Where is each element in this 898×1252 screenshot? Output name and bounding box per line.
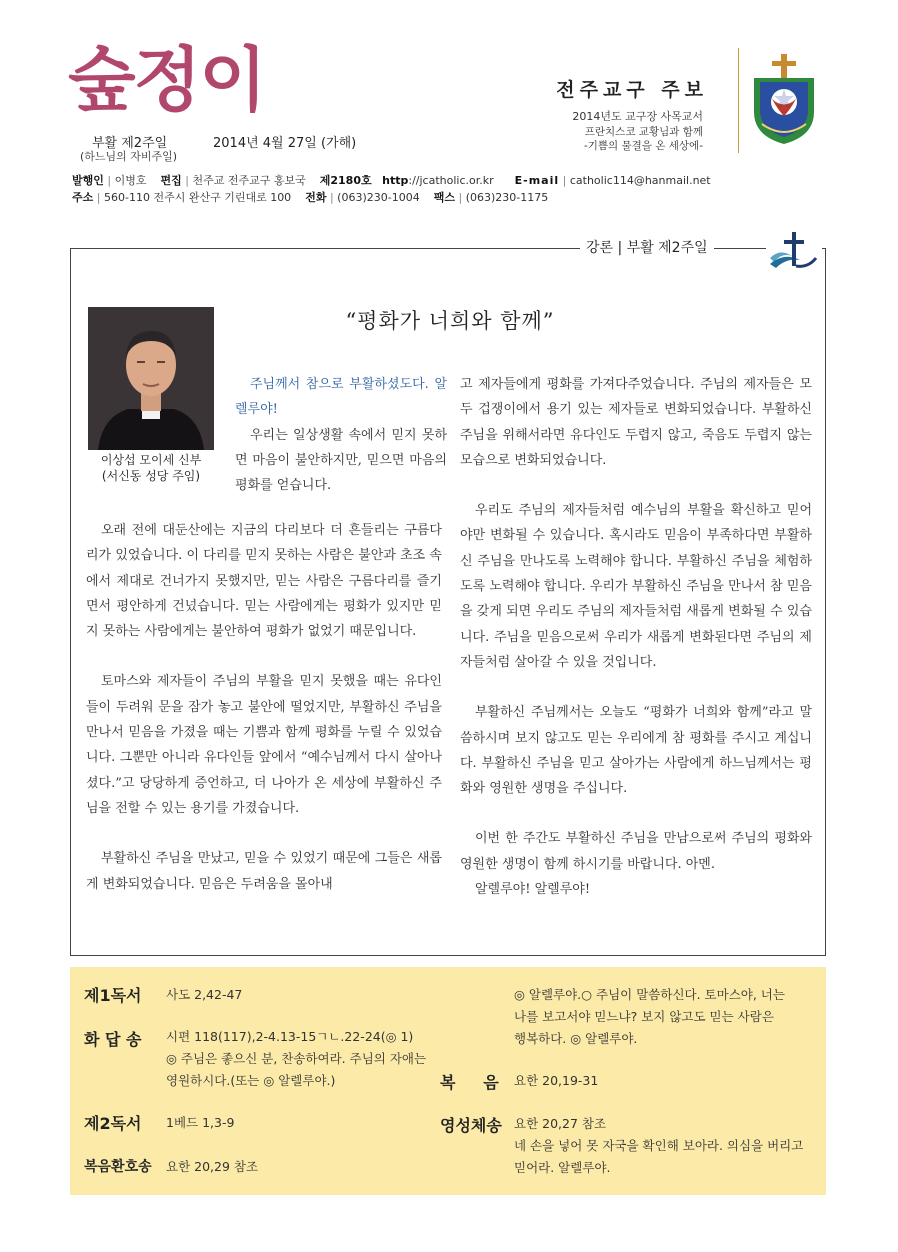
section-label: 강론 | 부활 제2주일 xyxy=(580,237,714,257)
newsletter-title: 숲정이 xyxy=(68,38,265,121)
gospel-ref: 요한 20,19-31 xyxy=(514,1073,599,1088)
article-column-left xyxy=(86,518,442,897)
header-divider xyxy=(738,48,739,153)
year-label: 2014년도 교구장 사목교서 xyxy=(572,110,703,123)
article-intro xyxy=(235,372,447,498)
paragraph-final: 알렐루야! 알렐루야! xyxy=(475,882,591,898)
psalm-ref: 시편 118(117),2-4.13-15ㄱㄴ.22-24(◎ 1) xyxy=(166,1029,414,1044)
paragraph-met-continued: 고 제자들에게 평화를 가져다주었습니다. 주님의 제자들은 모두 겁쟁이에서 용기 있는 제자들로 변화되었습니다. 부활하신 주님을 위해서라면 유다인도 두렵지 않고, 죽음도 두렵지 않는 모습으로 변화되었습니다. xyxy=(460,377,812,468)
author-name: 이상섭 모이세 신부 xyxy=(100,453,202,467)
email-link[interactable]: catholic114@hanmail.net xyxy=(569,174,711,187)
fax: (063)230-1175 xyxy=(465,191,549,204)
acclamation-text: 나를 보고서야 믿느냐? 보지 않고도 믿는 사람은 xyxy=(514,1009,774,1024)
photo-caption xyxy=(82,452,220,484)
motto-line: 프란치스코 교황님과 함께 xyxy=(584,126,703,138)
author-parish: (서신동 성당 주임) xyxy=(101,469,201,483)
website-link[interactable]: ://jcatholic.or.kr xyxy=(408,174,494,187)
acclamation-label: 복음환호송 xyxy=(84,1159,152,1175)
acclamation-ref: 요한 20,29 참조 xyxy=(166,1159,259,1174)
acclamation-text: ◎ 알렐루야.○ 주님이 말씀하신다. 토마스야, 너는 xyxy=(514,987,785,1002)
psalm-response: ◎ 주님은 좋으신 분, 찬송하여라. 주님의 자애는 xyxy=(166,1051,427,1066)
article-column-right xyxy=(460,372,812,902)
psalm-label: 화 답 송 xyxy=(84,1030,142,1049)
issue-subtitle: (하느님의 자비주일) xyxy=(80,150,178,163)
communion-label: 영성체송 xyxy=(440,1116,502,1135)
contact-info: 주소 | 560-110 전주시 완산구 기린대로 100 전화 | (063)230-1004 팩스 | (063)230-1175 xyxy=(72,191,549,204)
phone: (063)230-1004 xyxy=(337,191,420,204)
psalm-response: 영원하시다.(또는 ◎ 알렐루야.) xyxy=(166,1073,336,1088)
second-reading-ref: 1베드 1,3-9 xyxy=(166,1115,235,1130)
paragraph-thomas: 토마스와 제자들이 주님의 부활을 믿지 못했을 때는 유다인들이 두려워 문을 잠가 놓고 불안에 떨었지만, 부활하신 주님을 만나서 믿음을 가졌을 때는 기쁨과 함께 평화를 누릴 수 있었습니다. 그뿐만 아니라 유다인들 앞에서 “예수님께서 다시 살아나셨다.”고 당당하게 증언하고, 더 나아가 온 세상에 부활하신 주님을 전할 수 있는 용기를 가졌습니다. xyxy=(86,674,442,816)
paragraph-peace: 부활하신 주님께서는 오늘도 “평화가 너희와 함께”라고 말씀하시며 보지 않고도 믿는 우리에게 참 평화를 주시고 계십니다. 부활하신 주님을 믿고 살아가는 사람에게 하느님께서는 평화와 영원한 생명을 주십니다. xyxy=(460,705,812,797)
communion-text: 네 손을 넣어 못 자국을 확인해 보아라. 의심을 버리고 xyxy=(514,1138,804,1153)
diocese-emblem-icon xyxy=(748,52,820,146)
paper-name: 전주교구 주보 xyxy=(556,79,708,101)
paragraph-we: 우리도 주님의 제자들처럼 예수님의 부활을 확신하고 믿어야만 변화될 수 있습니다. 혹시라도 믿음이 부족하다면 부활하신 주님을 만나도록 노력해야 합니다. 부활하신 주님을 체험하도록 노력해야 합니다. 우리가 부활하신 주님을 만나서 참 믿음을 갖게 되면 우리도 주님의 제자들처럼 새롭게 변화될 수 있습니다. 주님을 믿음으로써 우리가 새롭게 변화된다면 주님의 제자들처럼 살아갈 수 있을 것입니다. xyxy=(460,503,812,670)
intro-paragraph: 우리는 일상생활 속에서 믿지 못하면 마음이 불안하지만, 믿으면 마음의 평화를 얻습니다. xyxy=(235,427,447,494)
publisher-name: 이병호 xyxy=(114,174,147,187)
first-reading-label: 제1독서 xyxy=(84,986,142,1005)
intro-greeting: 주님께서 참으로 부활하셨도다. 알렐루야! xyxy=(235,377,447,418)
paragraph-closing: 이번 한 주간도 부활하신 주님을 만남으로써 주님의 평화와 영원한 생명이 함께 하시기를 바랍니다. 아멘. xyxy=(460,831,812,872)
issue-number: 제2180호 xyxy=(319,174,372,187)
issue-week: 부활 제2주일 xyxy=(92,136,168,151)
publisher-info: 발행인 | 이병호 편집 | 천주교 전주교구 홍보국 제2180호 http://jcatholic.or.kr E-mail | catholic114@hanmail.net xyxy=(72,174,711,187)
editor-name: 천주교 전주교구 홍보국 xyxy=(192,174,306,187)
communion-ref: 요한 20,27 참조 xyxy=(514,1116,607,1131)
acclamation-text: 행복하다. ◎ 알렐루야. xyxy=(514,1031,638,1046)
article-headline: “평화가 너희와 함께” xyxy=(345,309,555,333)
issue-date: 2014년 4월 27일 (가해) xyxy=(213,136,357,151)
readings-box xyxy=(70,967,826,1195)
paragraph-bridge: 오래 전에 대둔산에는 지금의 다리보다 더 흔들리는 구름다리가 있었습니다. 이 다리를 믿지 못하는 사람은 불안과 초조 속에서 제대로 건너가지 못했지만, 믿는 사람은 구름다리를 즐기면서 평안하게 건넜습니다. 믿는 사람에게는 평화가 있지만 믿지 못하는 사람에게는 불안하여 평화가 없었기 때문입니다. xyxy=(86,523,442,640)
communion-text: 믿어라. 알렐루야. xyxy=(514,1160,611,1175)
address: 560-110 전주시 완산구 기린대로 100 xyxy=(103,191,292,204)
cross-wave-icon xyxy=(766,228,822,274)
paragraph-met: 부활하신 주님을 만났고, 믿을 수 있었기 때문에 그들은 새롭게 변화되었습니다. 믿음은 두려움을 몰아내 xyxy=(86,851,442,892)
motto-line: -기쁨의 물결을 온 세상에- xyxy=(583,140,703,152)
second-reading-label: 제2독서 xyxy=(84,1114,142,1133)
pastoral-letter xyxy=(572,108,703,153)
gospel-label: 복 음 xyxy=(440,1073,499,1092)
first-reading-ref: 사도 2,42-47 xyxy=(166,987,243,1002)
priest-photo xyxy=(88,307,214,450)
